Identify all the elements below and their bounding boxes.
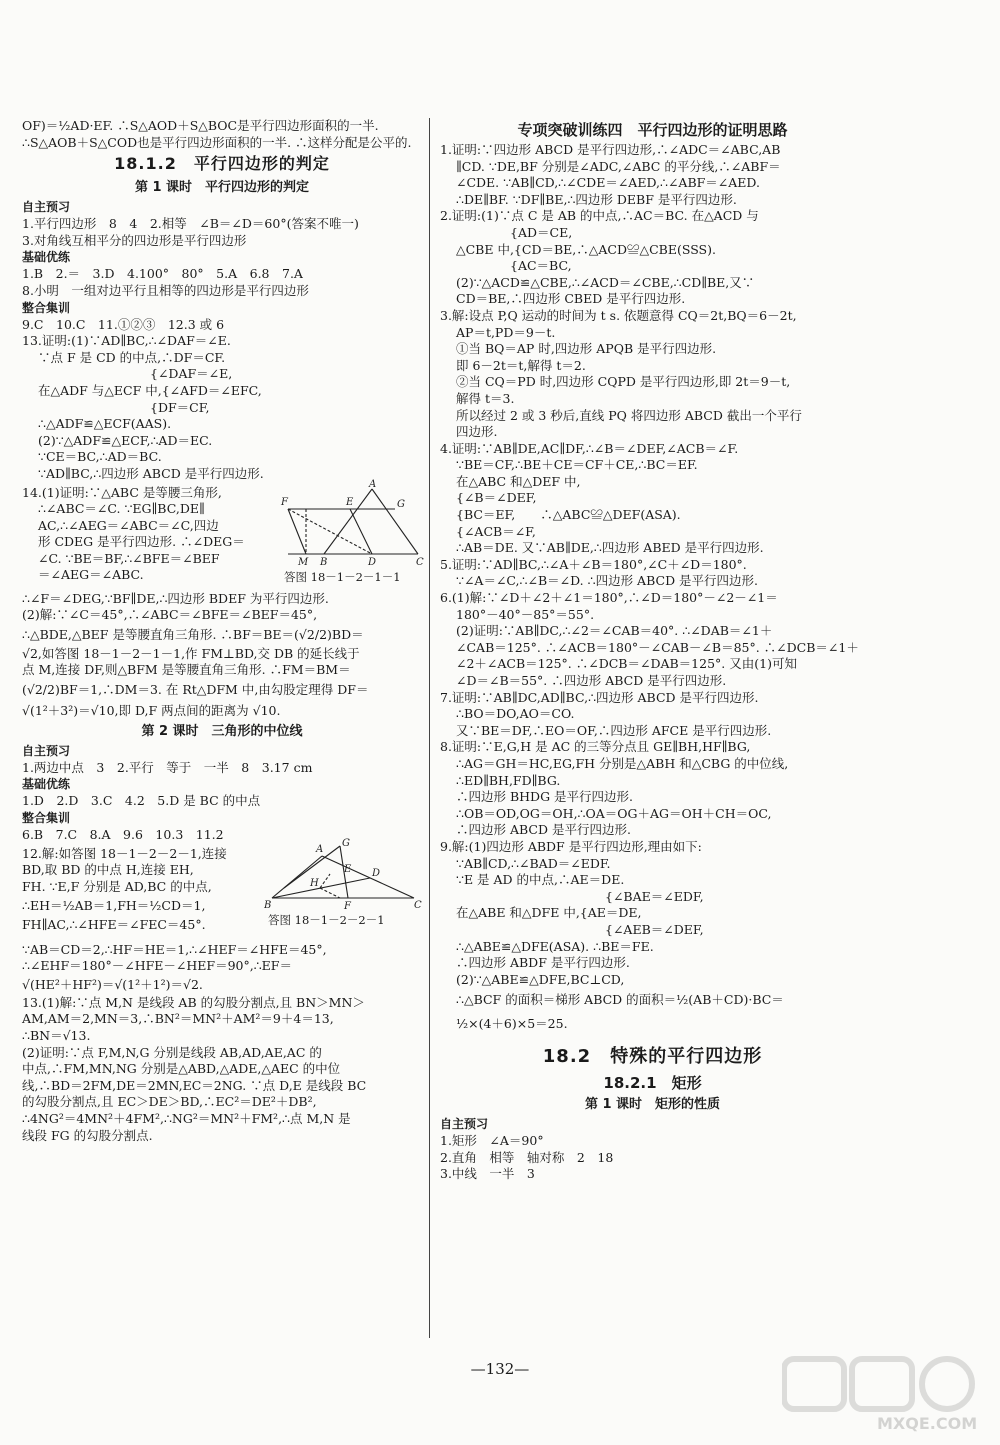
point-label: D xyxy=(372,867,381,879)
answer-line: ∵AD∥BC,∴四边形 ABCD 是平行四边形. xyxy=(38,465,264,481)
subsection-heading: 18.2.1 矩形 xyxy=(603,1074,702,1093)
answer-line: √(1²＋3²)＝√10,即 D,F 两点间的距离为 √10. xyxy=(22,702,281,718)
answer-line: 点 M,连接 DF,则△BFM 是等腰直角三角形. ∴FM＝BM＝ xyxy=(22,662,351,678)
answer-line: 1.平行四边形 8 4 2.相等 ∠B＝∠D＝60°(答案不唯一) xyxy=(22,216,359,232)
subsection-label: 基础优练 xyxy=(22,777,71,792)
point-label: A xyxy=(316,843,324,855)
left-column xyxy=(22,118,422,1144)
point-label: H xyxy=(310,877,319,889)
section-heading: 18.2 特殊的平行四边形 xyxy=(542,1046,763,1068)
answer-line: ∴四边形 ABDF 是平行四边形. xyxy=(456,955,630,971)
page-number: —132— xyxy=(470,1360,530,1378)
answer-line: 形 CDEG 是平行四边形. ∴∠DEG＝ xyxy=(38,534,245,550)
answer-line: 2.证明:(1)∵点 C 是 AB 的中点,∴AC＝BC. 在△ACD 与 xyxy=(440,208,759,224)
answer-line: ∴∠ABC＝∠C. ∵EG∥BC,DE∥ xyxy=(38,501,205,517)
answer-stamp-logo-icon xyxy=(782,1355,982,1415)
brace-line: {∠DAF＝∠E, xyxy=(150,366,233,382)
answer-line: 1.两边中点 3 2.平行 等于 一半 8 3.17 cm xyxy=(22,759,313,775)
answer-line: (2)∵△ACD≌△CBE,∴∠ACD＝∠CBE,∴CD∥BE,又∵ xyxy=(456,274,755,290)
answer-line: 9.解:(1)四边形 ABDF 是平行四边形,理由如下: xyxy=(440,838,702,854)
watermark-logo xyxy=(782,1355,982,1435)
answer-line: ∴OB＝OD,OG＝OH,∴OA＝OG＋AG＝OH＋CH＝OC, xyxy=(456,805,772,821)
point-label: G xyxy=(342,837,350,849)
answer-line: ∴BN＝√13. xyxy=(22,1028,91,1044)
answer-line: AC,∴∠AEG＝∠ABC＝∠C,四边 xyxy=(38,517,219,533)
answer-line: CD＝BE,∴四边形 CBED 是平行四边形. xyxy=(456,291,686,307)
answer-line: ∵AB∥CD,∴∠BAD＝∠EDF. xyxy=(456,855,611,871)
figure-block xyxy=(22,837,422,938)
answer-line: 解得 t＝3. xyxy=(456,390,515,406)
answer-line: 3.解:设点 P,Q 运动的时间为 t s. 依题意得 CQ＝2t,BQ＝6－2t, xyxy=(440,307,797,323)
lesson-heading: 第 1 课时 矩形的性质 xyxy=(584,1097,721,1113)
figure-caption: 答图 18－1－2－2－1 xyxy=(268,912,385,927)
answer-line: ∴∠EHF＝180°－∠HFE－∠HEF＝90°,∴EF＝ xyxy=(22,958,292,974)
answer-line: ∴AG＝GH＝HC,EG,FH 分别是△ABH 和△CBG 的中位线, xyxy=(456,755,789,771)
answer-line: 6.(1)解:∵∠D＋∠2＋∠1＝180°,∴∠D＝180°－∠2－∠1＝ xyxy=(440,590,778,606)
point-label: B xyxy=(320,556,328,567)
brace-line: {∠AEB＝∠DEF, xyxy=(605,921,704,937)
answer-line: 线段 FG 的勾股分割点. xyxy=(22,1127,153,1143)
answer-line: ∵BE＝CF,∴BE＋CE＝CF＋CE,∴BC＝EF. xyxy=(456,457,698,473)
answer-line: (2)证明:∵点 F,M,N,G 分别是线段 AB,AD,AE,AC 的 xyxy=(22,1044,322,1060)
brace-line: {AD＝CE, xyxy=(510,224,573,240)
answer-line: ∴AB＝DE. 又∵AB∥DE,∴四边形 ABED 是平行四边形. xyxy=(456,540,764,556)
answer-line: 14.(1)证明:∵△ABC 是等腰三角形, xyxy=(22,484,222,500)
point-label: D xyxy=(368,556,377,567)
subsection-label: 自主预习 xyxy=(22,743,71,758)
brace-line: {AC＝BC, xyxy=(510,258,572,274)
answer-line: 中点,∴FM,MN,NG 分别是△ABD,△ADE,△AEC 的中位 xyxy=(22,1061,341,1077)
answer-line: ∴△BDE,△BEF 是等腰直角三角形. ∴BF＝BE＝(√2/2)BD＝ xyxy=(22,626,364,642)
answer-line: 180°－40°－85°＝55°. xyxy=(456,606,595,622)
point-label: A xyxy=(369,478,377,490)
point-label: B xyxy=(264,899,272,910)
subsection-label: 自主预习 xyxy=(440,1117,489,1132)
brace-line: {∠BAE＝∠EDF, xyxy=(605,888,704,904)
brace-line: 在△ADF 与△ECF 中,{∠AFD＝∠EFC, xyxy=(38,382,262,398)
text-line: OF)＝½AD·EF. ∴S△AOD＋S△BOC是平行四边形面积的一半. xyxy=(22,118,379,133)
answer-line: ②当 CQ＝PD 时,四边形 CQPD 是平行四边形,即 2t＝9－t, xyxy=(456,374,791,390)
answer-line: ∵AB＝CD＝2,∴HF＝HE＝1,∴∠HEF＝∠HFE＝45°, xyxy=(22,941,327,957)
answer-line: (2)∵△ADF≌△ECF,∴AD＝EC. xyxy=(38,432,213,448)
subsection-label: 整合集训 xyxy=(22,300,71,315)
answer-line: 又∵BE＝DF,∴EO＝OF,∴四边形 AFCE 是平行四边形. xyxy=(456,722,772,738)
answer-line: 1.矩形 ∠A＝90° xyxy=(440,1133,544,1149)
answer-line: BD,取 BD 的中点 H,连接 EH, xyxy=(22,862,194,878)
answer-line: ∴四边形 BHDG 是平行四边形. xyxy=(456,789,634,805)
subsection-label: 自主预习 xyxy=(22,200,71,215)
answer-line: 四边形. xyxy=(456,424,498,440)
answer-line: (2)解:∵∠C＝45°,∴∠ABC＝∠BFE＝∠BEF＝45°, xyxy=(22,607,318,623)
answer-line: ∴ED∥BH,FD∥BG. xyxy=(456,772,561,788)
answer-line: ∴EH＝½AB＝1,FH＝½CD＝1, xyxy=(22,898,206,914)
answer-line: ∴△ABE≌△DFE(ASA). ∴BE＝FE. xyxy=(456,938,654,954)
answer-line: 的勾股分割点,且 EC＞DE＞BD,∴EC²＝DE²＋DB², xyxy=(22,1094,317,1110)
answer-line: ∥CD. ∵DE,BF 分别是∠ADC,∠ABC 的平分线,∴∠ABF＝ xyxy=(456,158,781,174)
answer-line: 1.证明:∵四边形 ABCD 是平行四边形,∴∠ADC＝∠ABC,AB xyxy=(440,142,781,157)
answer-line: ∠2＋∠ACB＝125°. ∴∠DCB＝∠DAB＝125°. 又由(1)可知 xyxy=(456,656,797,672)
brace-line: {∠B＝∠DEF, xyxy=(456,490,537,506)
point-label: E xyxy=(346,496,354,508)
answer-line: ∴∠F＝∠DEG,∵BF∥DE,∴四边形 BDEF 为平行四边形. xyxy=(22,590,329,606)
lesson-heading: 第 1 课时 平行四边形的判定 xyxy=(134,180,310,196)
answer-line: 13.证明:(1)∵AD∥BC,∴∠DAF＝∠E. xyxy=(22,333,231,349)
answer-line: 即 6－2t＝t,解得 t＝2. xyxy=(456,357,586,373)
special-heading: 专项突破训练四 平行四边形的证明思路 xyxy=(517,121,788,139)
answer-line: ∴△ADF≌△ECF(AAS). xyxy=(38,416,172,432)
answer-line: ∵点 F 是 CD 的中点,∴DF＝CF. xyxy=(38,349,226,365)
answer-line: ∵CE＝BC,∴AD＝BC. xyxy=(38,449,162,465)
column-divider xyxy=(429,118,430,1338)
lesson-heading: 第 2 课时 三角形的中位线 xyxy=(141,723,303,739)
answer-line: ∴4NG²＝4MN²＋4FM²,∴NG²＝MN²＋FM²,∴点 M,N 是 xyxy=(22,1111,351,1126)
geometry-figure-2 xyxy=(264,838,424,910)
answer-line: ∠CAB＝125°. ∴∠ACB＝180°－∠CAB－∠B＝85°. ∴∠DCB＝∠1＋ xyxy=(456,639,859,655)
answer-line: 13.(1)解:∵点 M,N 是线段 AB 的勾股分割点,且 BN＞MN＞ xyxy=(22,994,365,1010)
point-label: G xyxy=(397,498,405,510)
answer-line: 1.D 2.D 3.C 4.2 5.D 是 BC 的中点 xyxy=(22,793,261,809)
answer-line: (2)证明:∵AB∥DC,∴∠2＝∠CAB＝40°. ∴∠DAB＝∠1＋ xyxy=(456,623,773,639)
answer-line: 3.对角线互相平分的四边形是平行四边形 xyxy=(22,232,247,248)
watermark-text: MXQE.COM xyxy=(877,1414,978,1433)
answer-line: FH∥AC,∴∠HFE＝∠FEC＝45°. xyxy=(22,917,206,933)
answer-line: AM,AM＝2,MN＝3,∴BN²＝MN²＋AM²＝9＋4＝13, xyxy=(22,1011,334,1027)
answer-line: √(HE²＋HF²)＝√(1²＋1²)＝√2. xyxy=(22,976,203,992)
answer-line: 4.证明:∵AB∥DE,AC∥DF,∴∠B＝∠DEF,∠ACB＝∠F. xyxy=(440,440,739,456)
point-label: M xyxy=(298,556,309,567)
brace-line: {∠ACB＝∠F, xyxy=(456,523,536,539)
answer-line: ∠D＝∠B＝55°. ∴四边形 ABCD 是平行四边形. xyxy=(456,673,727,688)
brace-line: 在△ABE 和△DFE 中,{AE＝DE, xyxy=(456,905,642,921)
answer-line: 6.B 7.C 8.A 9.6 10.3 11.2 xyxy=(22,827,224,843)
answer-line: 5.证明:∵AD∥BC,∴∠A＋∠B＝180°,∠C＋∠D＝180°. xyxy=(440,556,747,572)
answer-line: ∠C. ∵BE＝BF,∴∠BFE＝∠BEF xyxy=(38,550,220,566)
figure-caption: 答图 18－1－2－1－1 xyxy=(284,569,401,584)
right-column xyxy=(440,118,865,1183)
answer-line: ∵∠A＝∠C,∴∠B＝∠D. ∴四边形 ABCD 是平行四边形. xyxy=(456,573,759,589)
section-heading: 18.1.2 平行四边形的判定 xyxy=(114,154,330,174)
answer-line: 12.解:如答图 18－1－2－2－1,连接 xyxy=(22,845,227,861)
answer-line: 所以经过 2 或 3 秒后,直线 PQ 将四边形 ABCD 截出一个平行 xyxy=(456,407,802,423)
answer-line: 在△ABC 和△DEF 中, xyxy=(456,473,581,489)
answer-line: ∠CDE. ∵AB∥CD,∴∠CDE＝∠AED,∴∠ABF＝∠AED. xyxy=(456,175,760,191)
point-label: F xyxy=(281,496,288,508)
text-line: ∴S△AOB＋S△COD也是平行四边形面积的一半. ∴这样分配是公平的. xyxy=(22,134,412,150)
brace-line: {DF＝CF, xyxy=(150,399,210,415)
answer-line: AP＝t,PD＝9－t. xyxy=(456,324,556,340)
answer-line: ∵E 是 AD 的中点,∴AE＝DE. xyxy=(456,872,625,888)
subsection-label: 整合集训 xyxy=(22,811,71,826)
geometry-figure-1 xyxy=(280,479,425,567)
answer-line: 1.B 2.＝ 3.D 4.100° 80° 5.A 6.8 7.A xyxy=(22,266,303,282)
answer-line: √2,如答图 18－1－2－1－1,作 FM⊥BD,交 DB 的延长线于 xyxy=(22,645,360,661)
answer-line: ∴BO＝DO,AO＝CO. xyxy=(456,706,575,722)
answer-line: FH. ∵E,F 分别是 AD,BC 的中点, xyxy=(22,878,212,894)
subsection-label: 基础优练 xyxy=(22,250,71,265)
answer-line: 9.C 10.C 11.①②③ 12.3 或 6 xyxy=(22,316,225,332)
answer-line: ＝∠AEG＝∠ABC. xyxy=(38,567,144,583)
point-label: C xyxy=(414,899,422,910)
figure-block xyxy=(22,478,424,587)
answer-line: 2.直角 相等 轴对称 2 18 xyxy=(440,1149,614,1165)
answer-line: ∴四边形 ABCD 是平行四边形. xyxy=(456,822,631,838)
answer-line: 8.证明:∵E,G,H 是 AC 的三等分点且 GE∥BH,HF∥BG, xyxy=(440,739,751,755)
answer-line: ①当 BQ＝AP 时,四边形 APQB 是平行四边形. xyxy=(456,341,717,357)
answer-line: 3.中线 一半 3 xyxy=(440,1166,535,1182)
answer-line: 8.小明 一组对边平行且相等的四边形是平行四边形 xyxy=(22,282,309,298)
answer-line: (√2/2)BF＝1,∴DM＝3. 在 Rt△DFM 中,由勾股定理得 DF＝ xyxy=(22,681,369,697)
answer-line: 7.证明:∵AB∥DC,AD∥BC,∴四边形 ABCD 是平行四边形. xyxy=(440,689,759,705)
answer-line: ∴△BCF 的面积＝梯形 ABCD 的面积＝½(AB＋CD)·BC＝ xyxy=(456,992,784,1008)
answer-line: 线,∴BD＝2FM,DE＝2MN,EC＝2NG. ∵点 D,E 是线段 BC xyxy=(22,1077,367,1093)
point-label: F xyxy=(344,900,351,910)
brace-line: {BC＝EF, ∴△ABC≌△DEF(ASA). xyxy=(456,507,681,523)
answer-line: ½×(4＋6)×5＝25. xyxy=(456,1016,568,1032)
brace-line: △CBE 中,{CD＝BE,∴△ACD≌△CBE(SSS). xyxy=(456,241,716,257)
point-label: C xyxy=(416,556,424,567)
answer-line: (2)∵△ABE≌△DFE,BC⊥CD, xyxy=(456,971,625,987)
point-label: E xyxy=(344,863,352,875)
answer-line: ∴DE∥BF. ∵DF∥BE,∴四边形 DEBF 是平行四边形. xyxy=(456,191,737,207)
